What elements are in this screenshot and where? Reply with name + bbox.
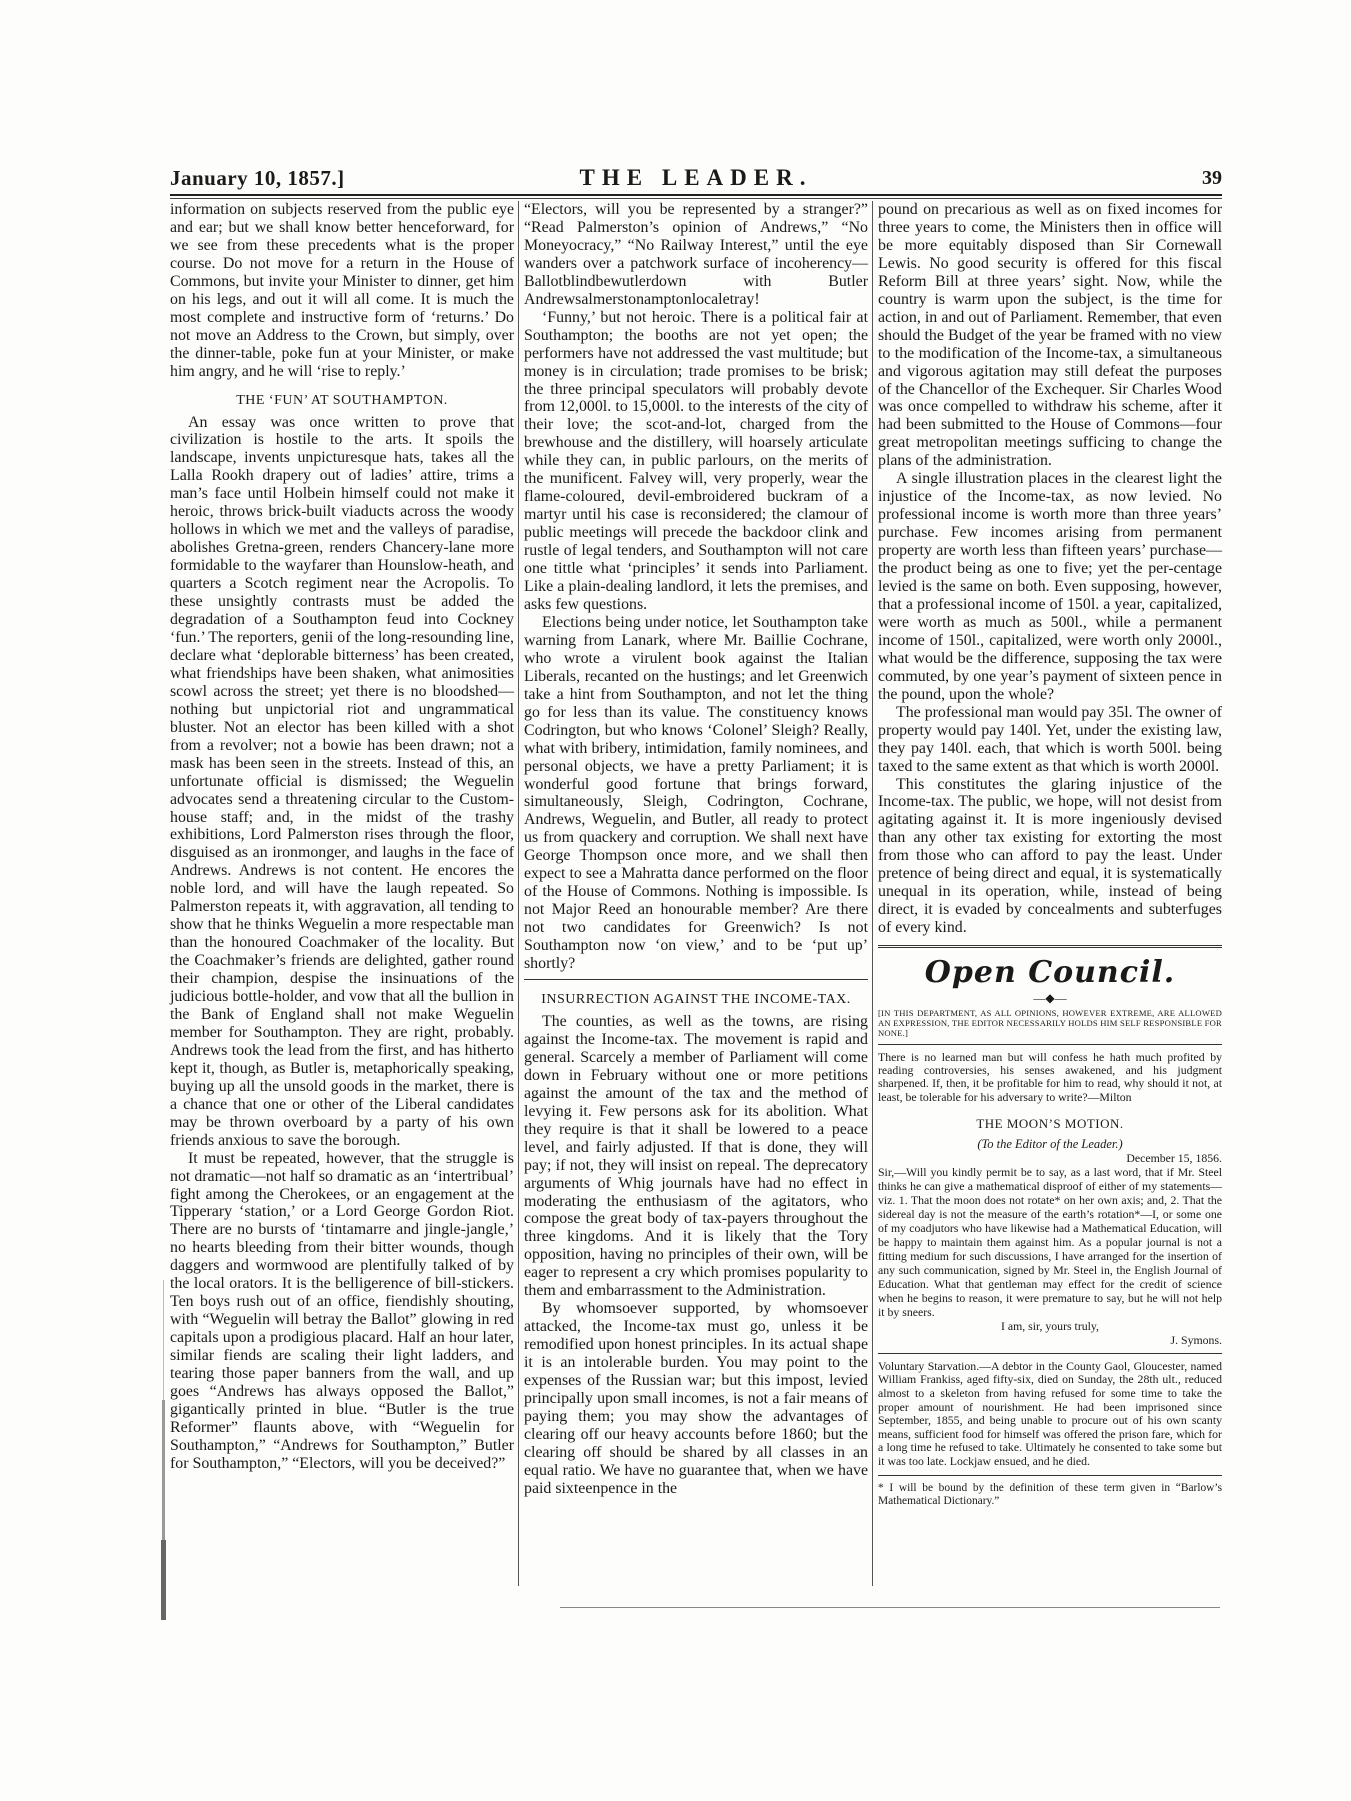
column-divider bbox=[518, 201, 519, 1586]
margin-shadow-mark bbox=[160, 1280, 168, 1620]
article-continuation: information on subjects reserved from the public eye and ear; but we shall know better henceforward, for we see from these precedents what is the proper course. Do not move for a return in the House of Commons, but invite your Minister to dinner, get him on his legs, and out it will all come. It is much the most complete and instructive form of ‘returns.’ Do not move an Address to the Crown, but simply, over the dinner-table, poke fun at your Minister, or make him angry, and he will ‘rise to reply.’ bbox=[170, 201, 514, 380]
newspaper-title: THE LEADER. bbox=[579, 165, 813, 190]
page-number: 39 bbox=[1202, 167, 1222, 189]
masthead-rule-thin bbox=[170, 198, 1222, 199]
masthead bbox=[170, 166, 1222, 190]
letter-signature: J. Symons. bbox=[1170, 1332, 1222, 1347]
article-paragraph: By whomsoever supported, by whomsoever attacked, the Income-tax must go, unless it be remodified upon honest principles. In its actual shape it is an intolerable burden. You may point to the expenses of the Russian war; but this impost, levied principally upon small incomes, is not a fair means of paying them; you may show the advantages of clearing off our heavy accounts before 1860; but the clearing off should be shared by all classes in an equal ratio. We have no guarantee that, when we have paid sixteenpence in the bbox=[524, 1300, 868, 1497]
masthead-rule bbox=[170, 194, 1222, 196]
article-paragraph: An essay was once written to prove that civilization is hostile to the arts. It spoils the landscape, invents unpicturesque hats, takes all the Lalla Rookh drapery out of ladies’ attire, trims a man’s face until Holbein himself could not make it heroic, throws brick-built viaducts across the woody hollows in which we met and the valleys of paradise, abolishes Gretna-green, renders Chancery-lane more formidable to the wayfarer than Hounslow-heath, and quarters a Scotch regiment near the Acropolis. To these unsightly contrasts must be added the degradation of a Southampton feud into Cockney ‘fun.’ The reporters, genii of the long-resounding line, declare what ‘deplorable bitterness’ has been created, what friendships have been shaken, what animosities scowl across the street; yet there is no bloodshed—nothing but unpictorial riot and ungrammatical bluster. Not an elector has been killed with a shot from a revolver; not a bowie has been drawn; not a mask has been seen in the streets. Instead of this, an unfortunate official is dismissed; the Weguelin advocates send a threatening circular to the Custom-house staff; and, in the midst of the trashy exhibitions, Lord Palmerston rises through the floor, disguised as an ironmonger, and laughs in the face of Andrews. Andrews is not content. He encores the noble lord, and will have the laugh repeated. So Palmerston repeats it, with aggravation, all tending to show that he thinks Weguelin a more respectable man than the honoured Coachmaker of the locality. But the Coachmaker’s friends are delighted, gather round their champion, despise the insinuations of the judicious bottle-holder, and vow that all the bullion in the Bank of England shall not make Weguelin member for Southampton. They are right, probably. Andrews took the lead from the first, and has hitherto kept it, though, as Butler is, metaphorically speaking, buying up all the unsold goods in the market, there is a chance that one or other of the Liberal candidates may be thrown overboard by a party of his own friends anxious to save the borough. bbox=[170, 413, 514, 1149]
ornament-icon: —◆— bbox=[1033, 991, 1067, 1006]
issue-date: January 10, 1857.] bbox=[170, 166, 345, 190]
letter-title: THE MOON’S MOTION. bbox=[976, 1115, 1124, 1131]
bottom-rule bbox=[560, 1607, 1220, 1608]
letter-body-container bbox=[878, 1165, 1222, 1347]
column-divider bbox=[872, 201, 873, 1586]
column-1 bbox=[170, 201, 514, 1473]
footnote: * I will be bound by the definition of these term given in “Barlow’s Mathematical Dictionary.” bbox=[878, 1481, 1222, 1507]
news-note: Voluntary Starvation.—A debtor in the County Gaol, Gloucester, named William Frankiss, aged fifty-six, died on Sunday, the 28th ult., reduced almost to a skeleton from having refused for some time to take the proper amount of nourishment. He had been imprisoned since September, 1855, and being unable to procure out of his own scanty means, sufficient food for himself was offered the prison fare, which for a long time he refused to take. Ultimately he consented to take some but it was too late. Lockjaw ensued, and he died. bbox=[878, 1358, 1222, 1469]
section-divider bbox=[878, 1353, 1222, 1354]
article-paragraph: Elections being under notice, let Southampton take warning from Lanark, where Mr. Baillie Cochrane, who wrote a virulent book against the Italian Liberals, recanted on the hustings; and let Greenwich take a hint from Southampton, and not let the thing go for less than its value. The constituency knows Codrington, but who knows ‘Colonel’ Sleigh? Really, what with bribery, intimidation, family nominees, and personal objects, we have a pretty Parliament; it is wonderful good fortune that brings forward, simultaneously, Sleigh, Codrington, Cochrane, Andrews, Weguelin, and Butler, all ready to protect us from quackery and corruption. We shall next have George Thompson once more, and we shall then expect to see a Mahratta dance performed on the floor of the House of Commons. Nothing is impossible. Is not Major Reed an honourable member? Are there not two candidates for Greenwich? Is not Southampton now ‘on view,’ and to be ‘put up’ shortly? bbox=[524, 613, 868, 973]
letter-date: December 15, 1856. bbox=[1126, 1150, 1222, 1165]
letter-body: Sir,—Will you kindly permit be to say, as a last word, that if Mr. Steel thinks he can give a mathematical disproof of either of my statements—viz. 1. That the moon does not rotate* on her own axis; and, 2. That the sidereal day is not the measure of the earth’s rotation*—I, or some one of my coadjutors who have likewise had a Mathematical Education, will be happy to maintain them against him. As a popular journal is not a fitting medium for such discussions, I have arranged for the insertion of any such communication, signed by Mr. Steel in, the English Journal of Education. What that gentleman may effect for the credit of science when he begins to reason, it were premature to say, but he will not help it by sneers. bbox=[878, 1164, 1222, 1319]
editorial-disclaimer: [IN THIS DEPARTMENT, AS ALL OPINIONS, HOWEVER EXTREME, ARE ALLOWED AN EXPRESSION, THE EDITOR NECESSARILY HOLDS HIM SELF RESPONSIBLE FOR NONE.] bbox=[878, 1008, 1222, 1039]
section-title: Open Council. bbox=[924, 955, 1176, 991]
article-paragraph: The professional man would pay 35l. The owner of property would pay 140l. Yet, under the existing law, they pay 140l. each, that which is worth 500l. being taxed to the same extent as that which is worth 2000l. bbox=[878, 703, 1222, 775]
section-divider bbox=[878, 1044, 1222, 1045]
epigraph-quote: There is no learned man but will confess he hath much profited by reading controversies, his senses awakened, and his judgment sharpened. If, then, it be profitable for him to read, why should it not, at least, be tolerable for his adversary to write?—Milton bbox=[878, 1050, 1222, 1104]
article-heading: INSURRECTION AGAINST THE INCOME-TAX. bbox=[541, 991, 851, 1007]
letter-subtitle: (To the Editor of the Leader.) bbox=[977, 1136, 1123, 1151]
article-paragraph: pound on precarious as well as on fixed incomes for three years to come, the Ministers then in office will be more equitably disposed than Sir Cornewall Lewis. No good security is offered for this fiscal Reform Bill at three years’ sight. Now, while the country is warm upon the subject, is the time for action, in and out of Parliament. Remember, that even should the Budget of the year be framed with no view to the modification of the Income-tax, a simultaneous and vigorous agitation may still defeat the purposes of the Chancellor of the Exchequer. Sir Charles Wood was once compelled to withdraw his scheme, after it had been submitted to the House of Commons—four great metropolitan meetings sufficing to change the plans of the administration. bbox=[878, 201, 1222, 470]
article-paragraph: A single illustration places in the clearest light the injustice of the Income-tax, as now levied. No professional income is worth more than three years’ purchase. Few incomes arising from permanent property are worth less than fifteen years’ purchase—the product being as one to five; yet the per-centage levied is the same on both. Even supposing, however, that a professional income of 150l. a year, capitalized, were worth as much as 500l., while a permanent income of 150l., capitalized, were worth only 2000l., what would be the difference, supposing the tax were commuted, by one year’s payment of sixteen pence in the pound, upon the whole? bbox=[878, 470, 1222, 703]
column-3 bbox=[878, 201, 1222, 1508]
article-paragraph: ‘Funny,’ but not heroic. There is a political fair at Southampton; the booths are not yet open; the performers have not addressed the vast multitude; but money is in circulation; trade promises to be brisk; the three principal speculators will probably devote from 12,000l. to 15,000l. to the interests of the city of their love; the scot-and-lot, charged from the brewhouse and the distillery, will hoarsely articulate while they can, in public parlours, on the merits of the munificent. Falvey will, very properly, wear the flame-coloured, devil-embroidered buckram of a martyr until his case is reconsidered; the clamour of public meetings will precede the backdoor clink and rustle of legal tenders, and Southampton will not care one tittle what ‘principles’ it sends into Parliament. Like a plain-dealing landlord, it lets the premises, and asks few questions. bbox=[524, 308, 868, 613]
section-divider bbox=[878, 1475, 1222, 1476]
article-paragraph: It must be repeated, however, that the struggle is not dramatic—not half so dramatic as an ‘intertribual’ fight among the Cherokees, or an engagement at the Tipperary ‘station,’ or a Lord George Gordon Riot. There are no bursts of ‘tintamarre and jingle-jangle,’ no hearts bleeding from their bitter wounds, though daggers and wormwood are plentifully talked of by the local orators. It is the belligerence of bill-stickers. Ten boys rush out of an office, fiendishly shouting, with “Weguelin will betray the Ballot” glowing in red capitals upon a prodigious placard. Half an hour later, similar fiends are scaling their light ladders, and tearing those paper banners from the wall, and up goes “Andrews has always opposed the Ballot,” gigantically printed in blue. “Butler is the true Reformer” flaunts above, with “Weguelin for Southampton,” “Andrews for Southampton,” Butler for Southampton,” “Electors, will you be deceived?” bbox=[170, 1149, 514, 1472]
letter-close: I am, sir, yours truly, bbox=[1000, 1318, 1100, 1333]
article-paragraph: “Electors, will you be represented by a stranger?” “Read Palmerston’s opinion of Andrews,” “No Moneyocracy,” “No Railway Interest,” until the eye wanders over a patchwork surface of incoherency—Ballotblindbewutlerdown with Butler Andrewsalmerstonamptonlocaletray! bbox=[524, 201, 868, 308]
article-paragraph: This constitutes the glaring injustice of the Income-tax. The public, we hope, will not desist from agitating against it. It is more ingeniously devised than any other tax existing for extorting the most from those who can afford to pay the least. Under pretence of being direct and equal, it is systematically unequal in its operation, while, instead of being direct, it is evaded by concealments and subterfuges of every kind. bbox=[878, 775, 1222, 937]
article-heading: THE ‘FUN’ AT SOUTHAMPTON. bbox=[236, 392, 448, 408]
column-2 bbox=[524, 201, 868, 1498]
section-divider bbox=[878, 945, 1222, 948]
section-divider bbox=[524, 979, 868, 980]
article-paragraph: The counties, as well as the towns, are rising against the Income-tax. The movement is rapid and general. Scarcely a member of Parliament will come down in February without one or more petitions against the amount of the tax and the method of levying it. Few persons ask for its abolition. What they require is that it shall be lowered to a peace level, and fairly adjusted. If that is done, they will pay; if not, they will insist on repeal. The deprecatory arguments of Whig journals have had no effect in moderating the enthusiasm of the agitators, who compose the great body of tax-payers throughout the three kingdoms. And it is likely that the Tory opposition, having no principles of their own, will be eager to represent a cry which promises popularity to them and embarrassment to the Administration. bbox=[524, 1012, 868, 1300]
